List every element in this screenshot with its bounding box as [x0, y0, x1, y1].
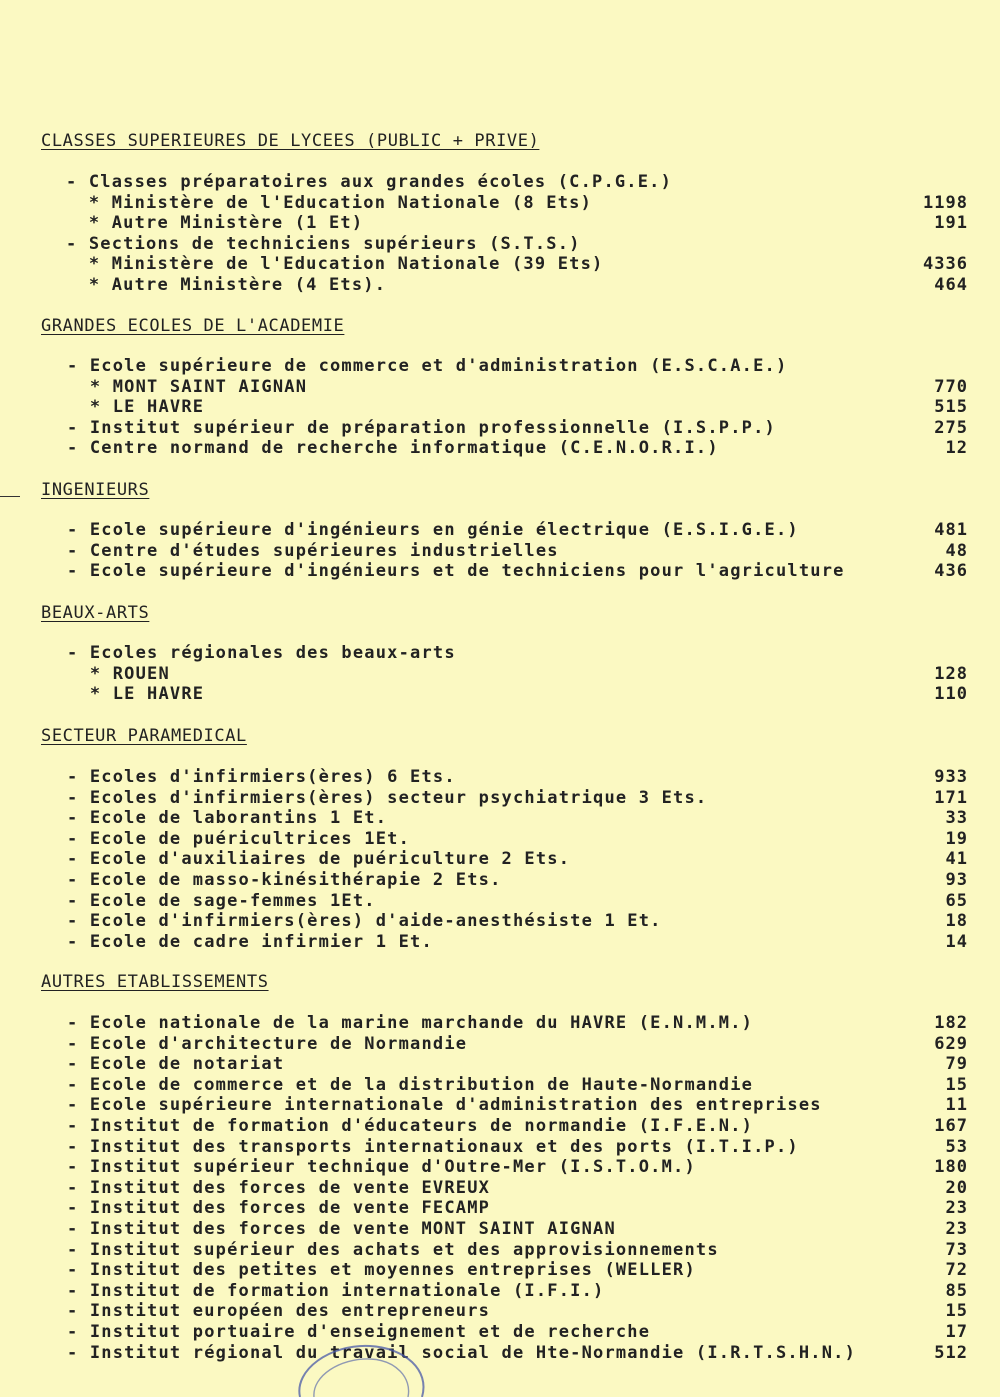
list-item — [0, 254, 1000, 275]
section-heading: CLASSES SUPERIEURES DE LYCEES (PUBLIC + PRIVE) — [41, 131, 540, 151]
list-item — [0, 664, 1000, 685]
section-heading: GRANDES ECOLES DE L'ACADEMIE — [41, 316, 345, 336]
item-label: * Ministère de l'Education Nationale (8 Ets) — [66, 192, 593, 213]
list-item — [0, 1281, 1000, 1302]
item-count: 4336 — [923, 254, 968, 275]
list-item — [0, 1178, 1000, 1199]
item-count: 33 — [945, 808, 968, 829]
item-label: - Ecoles d'infirmiers(ères) 6 Ets. — [67, 767, 456, 787]
list-item — [0, 808, 1000, 829]
item-label: - Ecoles régionales des beaux-arts — [67, 643, 456, 663]
item-count: 275 — [934, 417, 968, 438]
list-item — [0, 1240, 1000, 1261]
stamp-seal — [290, 1340, 440, 1397]
item-label: - Institut des forces de vente MONT SAINT AIGNAN — [67, 1219, 616, 1239]
list-item — [0, 1095, 1000, 1116]
list-item — [0, 1116, 1000, 1137]
list-item — [0, 1054, 1000, 1075]
item-label: - Centre normand de recherche informatique (C.E.N.O.R.I.) — [67, 438, 719, 459]
item-count: 464 — [934, 275, 968, 295]
item-label: - Institut de formation internationale (I.F.I.) — [67, 1280, 605, 1301]
item-label: - Centre d'études supérieures industrielles — [67, 540, 559, 561]
item-count: 85 — [945, 1280, 968, 1301]
item-label: * Autre Ministère (4 Ets). — [66, 275, 387, 295]
item-count: 20 — [945, 1177, 968, 1198]
list-item — [0, 1075, 1000, 1096]
section-heading: BEAUX-ARTS — [41, 603, 150, 623]
list-item — [0, 397, 1000, 418]
list-item — [0, 643, 1000, 664]
item-label: - Ecole de puéricultrices 1Et. — [67, 828, 411, 849]
item-count: 14 — [945, 931, 968, 952]
list-item — [0, 767, 1000, 788]
item-label: - Institut européen des entrepreneurs — [67, 1301, 491, 1322]
item-label: - Ecole d'architecture de Normandie — [67, 1033, 468, 1054]
item-count: 11 — [945, 1095, 968, 1116]
item-count: 12 — [945, 438, 968, 459]
list-item — [0, 1198, 1000, 1219]
list-item — [0, 172, 1000, 193]
item-label: - Institut portuaire d'enseignement et de recherche — [67, 1322, 651, 1342]
item-label: - Ecole de laborantins 1 Et. — [67, 808, 388, 829]
item-label: - Institut supérieur technique d'Outre-Mer (I.S.T.O.M.) — [67, 1157, 696, 1178]
item-label: - Sections de techniciens supérieurs (S.T.S.) — [66, 233, 581, 254]
item-count: 23 — [945, 1198, 968, 1219]
item-count: 770 — [934, 376, 968, 397]
item-count: 73 — [945, 1239, 968, 1260]
item-count: 65 — [945, 890, 968, 911]
list-item — [0, 561, 1000, 582]
list-item — [0, 234, 1000, 255]
list-item — [0, 1157, 1000, 1178]
list-item — [0, 870, 1000, 891]
item-count: 19 — [945, 828, 968, 849]
list-item — [0, 541, 1000, 562]
item-label: - Ecole supérieure internationale d'administration des entreprises — [67, 1095, 822, 1116]
item-count: 110 — [934, 684, 968, 705]
item-label: - Ecole supérieure d'ingénieurs et de techniciens pour l'agriculture — [67, 561, 845, 582]
list-item — [0, 829, 1000, 850]
item-label: - Institut des forces de vente FECAMP — [67, 1198, 491, 1219]
item-count: 79 — [945, 1054, 968, 1075]
item-count: 481 — [934, 520, 968, 540]
section-heading: SECTEUR PARAMEDICAL — [41, 726, 247, 746]
list-item — [0, 1013, 1000, 1034]
item-count: 167 — [934, 1116, 968, 1136]
item-label: - Ecole de sage-femmes 1Et. — [67, 890, 376, 911]
item-label: - Institut supérieur des achats et des approvisionnements — [67, 1239, 719, 1260]
item-count: 23 — [945, 1219, 968, 1239]
list-item — [0, 356, 1000, 377]
list-item — [0, 684, 1000, 705]
list-item — [0, 1322, 1000, 1343]
item-label: - Ecole de commerce et de la distribution de Haute-Normandie — [67, 1074, 754, 1095]
list-item — [0, 438, 1000, 459]
item-label: - Classes préparatoires aux grandes écoles (C.P.G.E.) — [66, 172, 673, 192]
item-label: - Ecole supérieure de commerce et d'administration (E.S.C.A.E.) — [67, 356, 788, 376]
list-item — [0, 213, 1000, 234]
item-label: - Ecole d'auxiliaires de puériculture 2 Ets. — [67, 849, 571, 870]
item-label: * Autre Ministère (1 Et) — [66, 213, 364, 234]
item-count: 171 — [934, 787, 968, 808]
list-item — [0, 193, 1000, 214]
item-label: - Ecole de cadre infirmier 1 Et. — [67, 931, 433, 952]
list-item — [0, 1034, 1000, 1055]
item-label: - Ecoles d'infirmiers(ères) secteur psychiatrique 3 Ets. — [67, 787, 708, 808]
item-count: 515 — [934, 397, 968, 418]
item-label: - Ecole de notariat — [67, 1054, 285, 1075]
item-label: - Ecole supérieure d'ingénieurs en génie électrique (E.S.I.G.E.) — [67, 520, 799, 540]
item-count: 41 — [945, 849, 968, 870]
item-label: - Ecole nationale de la marine marchande du HAVRE (E.N.M.M.) — [67, 1013, 754, 1033]
item-count: 17 — [945, 1322, 968, 1342]
section-heading: AUTRES ETABLISSEMENTS — [41, 972, 269, 992]
list-item — [0, 932, 1000, 953]
list-item — [0, 1343, 1000, 1364]
item-label: - Institut des petites et moyennes entreprises (WELLER) — [67, 1260, 696, 1281]
item-label: - Institut de formation d'éducateurs de normandie (I.F.E.N.) — [67, 1116, 754, 1136]
list-item — [0, 1301, 1000, 1322]
item-count: 436 — [934, 561, 968, 582]
item-count: 191 — [934, 213, 968, 234]
item-label: - Institut des forces de vente EVREUX — [67, 1177, 491, 1198]
list-item — [0, 520, 1000, 541]
item-label: * MONT SAINT AIGNAN — [67, 376, 308, 397]
section-heading: INGENIEURS — [41, 480, 150, 500]
item-count: 180 — [934, 1157, 968, 1178]
item-count: 933 — [934, 767, 968, 787]
item-count: 629 — [934, 1033, 968, 1054]
item-count: 53 — [945, 1136, 968, 1157]
item-count: 18 — [945, 911, 968, 932]
item-label: - Institut régional du travail social de Hte-Normandie (I.R.T.S.H.N.) — [67, 1342, 857, 1363]
item-count: 512 — [934, 1342, 968, 1363]
item-count: 15 — [945, 1074, 968, 1095]
list-item — [0, 911, 1000, 932]
item-label: * LE HAVRE — [67, 684, 205, 705]
item-count: 72 — [945, 1260, 968, 1281]
list-item — [0, 1137, 1000, 1158]
item-count: 1198 — [923, 192, 968, 213]
item-label: - Institut supérieur de préparation professionnelle (I.S.P.P.) — [67, 417, 776, 438]
list-item — [0, 275, 1000, 296]
item-label: - Institut des transports internationaux et des ports (I.T.I.P.) — [67, 1136, 799, 1157]
item-label: * ROUEN — [67, 663, 170, 684]
list-item — [0, 418, 1000, 439]
list-item — [0, 891, 1000, 912]
list-item — [0, 1219, 1000, 1240]
item-count: 182 — [934, 1013, 968, 1033]
item-label: - Ecole d'infirmiers(ères) d'aide-anesthésiste 1 Et. — [67, 911, 662, 932]
list-item — [0, 377, 1000, 398]
item-count: 48 — [945, 540, 968, 561]
item-label: - Ecole de masso-kinésithérapie 2 Ets. — [67, 870, 502, 890]
margin-mark — [0, 496, 20, 497]
item-count: 93 — [945, 870, 968, 890]
list-item — [0, 849, 1000, 870]
item-label: * Ministère de l'Education Nationale (39 Ets) — [66, 254, 604, 275]
item-label: * LE HAVRE — [67, 397, 205, 418]
item-count: 15 — [945, 1301, 968, 1322]
list-item — [0, 1260, 1000, 1281]
item-count: 128 — [934, 663, 968, 684]
list-item — [0, 788, 1000, 809]
